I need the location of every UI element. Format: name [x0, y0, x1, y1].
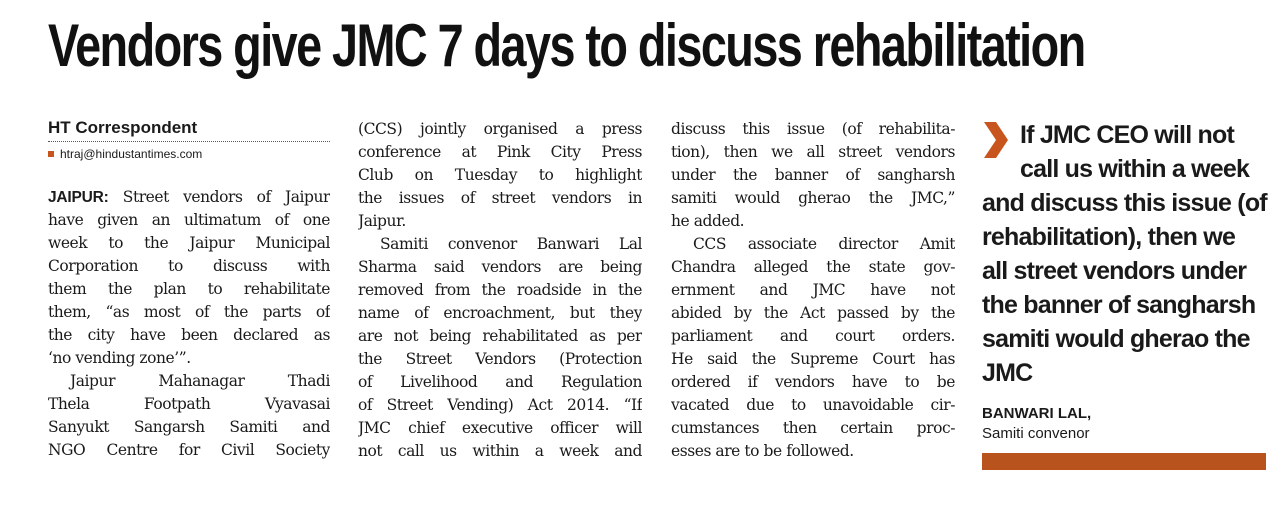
byline [48, 117, 330, 162]
article-line: vacated due to unavoidable cir- [671, 396, 955, 414]
byline-email: htraj@hindustantimes.com [60, 147, 203, 161]
article-line: Thela Footpath Vyavasai [48, 395, 330, 413]
article-line: have given an ultimatum of one [48, 211, 330, 229]
attribution-name: BANWARI LAL, [982, 405, 1092, 422]
article-line: Club on Tuesday to highlight [358, 166, 642, 184]
article-line: are not being rehabilitated as per [358, 327, 642, 345]
accent-bar [982, 453, 1266, 470]
article-line: not call us within a week and [358, 442, 642, 460]
orange-square-icon [48, 151, 54, 157]
article-line: discuss this issue (of rehabilita- [671, 120, 955, 138]
article-line: removed from the roadside in the [358, 281, 642, 299]
pull-quote-text [982, 118, 1266, 390]
article-column-3 [671, 118, 955, 463]
article-line: the issues of street vendors in [358, 189, 642, 207]
attribution-role: Samiti convenor [982, 425, 1090, 442]
article-line: Sharma said vendors are being [358, 258, 642, 276]
article-line: of Livelihood and Regulation [358, 373, 642, 391]
article-line: Chandra alleged the state gov- [671, 258, 955, 276]
article-line: (CCS) jointly organised a press [358, 120, 642, 138]
pull-quote [982, 118, 1266, 444]
article-line: Sanyukt Sangarsh Samiti and [48, 418, 330, 436]
chevron-quote-icon [982, 120, 1010, 160]
article-line: cumstances then certain proc- [671, 419, 955, 437]
pull-quote-line: If JMC CEO will not [1020, 121, 1234, 149]
pull-quote-line: rehabilitation), then we [982, 223, 1236, 251]
article-line: Jaipur. [358, 212, 406, 230]
article-line: under the banner of sangharsh [671, 166, 955, 184]
byline-divider [48, 141, 330, 142]
pull-quote-line: the banner of sangharsh [982, 291, 1256, 319]
pull-quote-line: samiti would gherao the [982, 325, 1250, 353]
article-line: NGO Centre for Civil Society [48, 441, 330, 459]
article-line: them the plan to rehabilitate [48, 280, 330, 298]
article-line: parliament and court orders. [671, 327, 955, 345]
quote-attribution [982, 404, 1266, 444]
article-line: the city have been declared as [48, 326, 330, 344]
article-line: esses are to be followed. [671, 442, 854, 460]
article-line: tion), then we all street vendors [671, 143, 955, 161]
article-line: samiti would gherao the JMC,” [671, 189, 955, 207]
pull-quote-line: JMC [982, 359, 1033, 387]
article-line: name of encroachment, but they [358, 304, 642, 322]
article-line: conference at Pink City Press [358, 143, 642, 161]
article-line: ernment and JMC have not [671, 281, 955, 299]
article-line: Jaipur Mahanagar Thadi [70, 372, 330, 390]
article-line: abided by the Act passed by the [671, 304, 955, 322]
article-line: week to the Jaipur Municipal [48, 234, 330, 252]
article-line: ‘no vending zone’”. [48, 349, 191, 367]
dateline: JAIPUR: [48, 189, 109, 206]
article-line: ordered if vendors have to be [671, 373, 955, 391]
pull-quote-line: call us within a week [1020, 155, 1250, 183]
article-line: the Street Vendors (Protection [358, 350, 642, 368]
pull-quote-line: all street vendors under [982, 257, 1247, 285]
article-column-2 [358, 118, 642, 463]
headline: Vendors give JMC 7 days to discuss rehabilitation [48, 12, 1085, 79]
article-line: them, “as most of the parts of [48, 303, 330, 321]
article-line: He said the Supreme Court has [671, 350, 955, 368]
article-line: JMC chief executive officer will [358, 419, 642, 437]
byline-email-row [48, 146, 330, 162]
article-line: Samiti convenor Banwari Lal [380, 235, 642, 253]
article-line: he added. [671, 212, 745, 230]
article-line: CCS associate director Amit [693, 235, 955, 253]
byline-name: HT Correspondent [48, 118, 198, 137]
pull-quote-line: and discuss this issue (of [982, 189, 1267, 217]
article-line: Corporation to discuss with [48, 257, 330, 275]
article-column-1 [48, 186, 330, 462]
article-line: JAIPUR: Street vendors of Jaipur [48, 188, 330, 206]
article-line: of Street Vending) Act 2014. “If [358, 396, 642, 414]
